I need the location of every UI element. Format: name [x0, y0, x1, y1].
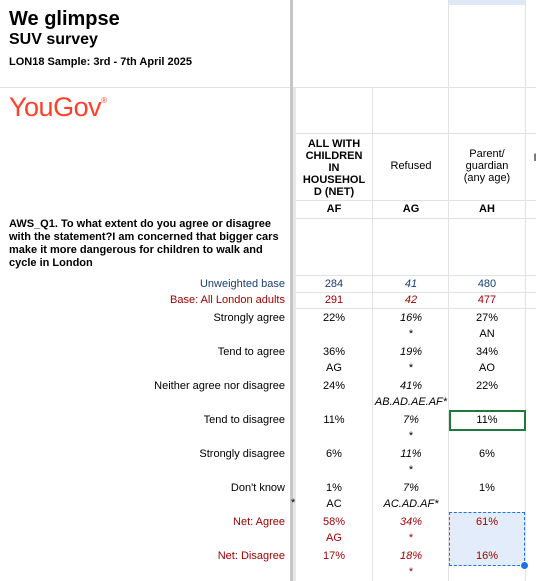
cell-net-agree-ag[interactable]: 34% — [399, 516, 423, 528]
cell-unweighted-ag[interactable]: 41 — [404, 278, 418, 290]
sig-tend-agree-ah[interactable]: AO — [479, 362, 495, 374]
column-code-ah: AH — [479, 203, 495, 215]
column-header-next-fragment: I — [533, 152, 537, 164]
cell-strongly-agree-ag[interactable]: 16% — [399, 312, 423, 324]
sig-dont-know-ag[interactable]: AC.AD.AF* — [383, 498, 439, 510]
report-subtitle: SUV survey — [9, 31, 98, 48]
cell-base-ag[interactable]: 42 — [404, 294, 418, 306]
sig-tend-agree-ag[interactable]: * — [408, 362, 414, 374]
sig-strongly-agree-ag[interactable]: * — [408, 328, 414, 340]
sig-net-disagree-ag[interactable]: * — [408, 566, 414, 578]
sig-tend-disagree-ag[interactable]: * — [408, 430, 414, 442]
cell-net-agree-ah[interactable]: 61% — [475, 516, 499, 528]
row-label-unweighted: Unweighted base — [199, 278, 285, 290]
row-label-tend-agree: Tend to agree — [217, 346, 285, 358]
cell-base-ah[interactable]: 477 — [477, 294, 497, 306]
row-label-dont-know: Don't know — [230, 482, 285, 494]
grid-line — [293, 292, 536, 293]
question-text: AWS_Q1. To what extent do you agree or disagree with the statement?I am concerned that bigger cars make it more dangerous for children to walk and cycle in London — [9, 218, 279, 269]
sig-neither-ag[interactable]: AB.AD.AE.AF* — [374, 396, 448, 408]
grid-line — [0, 87, 536, 88]
column-header-line: Parent/ — [469, 148, 505, 160]
fill-handle[interactable] — [520, 561, 529, 570]
column-header-ah[interactable] — [449, 148, 525, 184]
row-label-net-agree: Net: Agree — [233, 516, 285, 528]
column-header-line: CHILDREN — [305, 150, 363, 162]
cell-neither-ah[interactable]: 22% — [475, 380, 499, 392]
grid-line — [293, 275, 536, 276]
grid-line — [525, 0, 526, 581]
cell-strongly-disagree-ah[interactable]: 6% — [479, 448, 495, 460]
cell-base-af[interactable]: 291 — [324, 294, 344, 306]
cell-neither-ag[interactable]: 41% — [399, 380, 423, 392]
sig-strongly-disagree-ag[interactable]: * — [408, 464, 414, 476]
cell-net-disagree-ag[interactable]: 18% — [399, 550, 423, 562]
cell-neither-af[interactable]: 24% — [322, 380, 346, 392]
row-label-tend-disagree: Tend to disagree — [203, 414, 285, 426]
sig-tend-agree-af[interactable]: AG — [326, 362, 342, 374]
cell-unweighted-af[interactable]: 284 — [324, 278, 344, 290]
column-code-ag: AG — [402, 203, 420, 215]
yougov-logo: YouGov® — [9, 92, 107, 122]
column-header-line: HOUSEHOL — [302, 174, 366, 186]
cell-strongly-agree-ah[interactable]: 27% — [475, 312, 499, 324]
grid-line — [293, 308, 536, 309]
cell-tend-disagree-ag[interactable]: 7% — [403, 414, 419, 426]
cell-tend-disagree-ah[interactable]: 11% — [476, 414, 498, 426]
sig-net-agree-af[interactable]: AG — [326, 532, 342, 544]
cell-strongly-disagree-ag[interactable]: 11% — [400, 448, 422, 460]
cell-dont-know-af[interactable]: 1% — [326, 482, 342, 494]
column-header-line: ALL WITH — [307, 138, 361, 150]
cell-unweighted-ah[interactable]: 480 — [477, 278, 497, 290]
row-label-strongly-agree: Strongly agree — [213, 312, 285, 324]
sig-dont-know-af[interactable]: AC — [326, 498, 342, 510]
cell-tend-agree-ah[interactable]: 34% — [475, 346, 499, 358]
row-label-neither: Neither agree nor disagree — [154, 380, 285, 392]
sample-info: LON18 Sample: 3rd - 7th April 2025 — [9, 56, 192, 68]
column-header-ag[interactable] — [373, 160, 449, 172]
selected-column-header — [449, 0, 525, 5]
dont-know-left-sig: * — [291, 497, 296, 509]
sig-strongly-agree-ah[interactable]: AN — [479, 328, 495, 340]
grid-line — [293, 200, 536, 201]
cell-tend-agree-af[interactable]: 36% — [322, 346, 346, 358]
cell-tend-agree-ag[interactable]: 19% — [399, 346, 423, 358]
row-label-net-disagree: Net: Disagree — [217, 550, 285, 562]
column-header-line: D (NET) — [313, 186, 355, 198]
grid-line — [293, 218, 536, 219]
cell-tend-disagree-af[interactable]: 11% — [323, 414, 345, 426]
grid-line — [293, 133, 536, 134]
cell-dont-know-ag[interactable]: 7% — [403, 482, 419, 494]
cell-strongly-agree-af[interactable]: 22% — [322, 312, 346, 324]
column-header-line: Refused — [390, 160, 432, 172]
column-header-line: guardian — [465, 160, 509, 172]
cell-dont-know-ah[interactable]: 1% — [479, 482, 495, 494]
cell-strongly-disagree-af[interactable]: 6% — [326, 448, 342, 460]
column-header-af[interactable] — [296, 138, 372, 198]
cell-net-disagree-af[interactable]: 17% — [322, 550, 346, 562]
row-label-strongly-disagree: Strongly disagree — [199, 448, 285, 460]
report-title: We glimpse — [9, 8, 120, 30]
column-header-line: (any age) — [463, 172, 511, 184]
cell-net-disagree-ah[interactable]: 16% — [475, 550, 499, 562]
sig-net-agree-ag[interactable]: * — [408, 532, 414, 544]
cell-net-agree-af[interactable]: 58% — [322, 516, 346, 528]
row-label-base: Base: All London adults — [170, 294, 285, 306]
column-header-line: IN — [328, 162, 340, 174]
column-code-af: AF — [326, 203, 342, 215]
